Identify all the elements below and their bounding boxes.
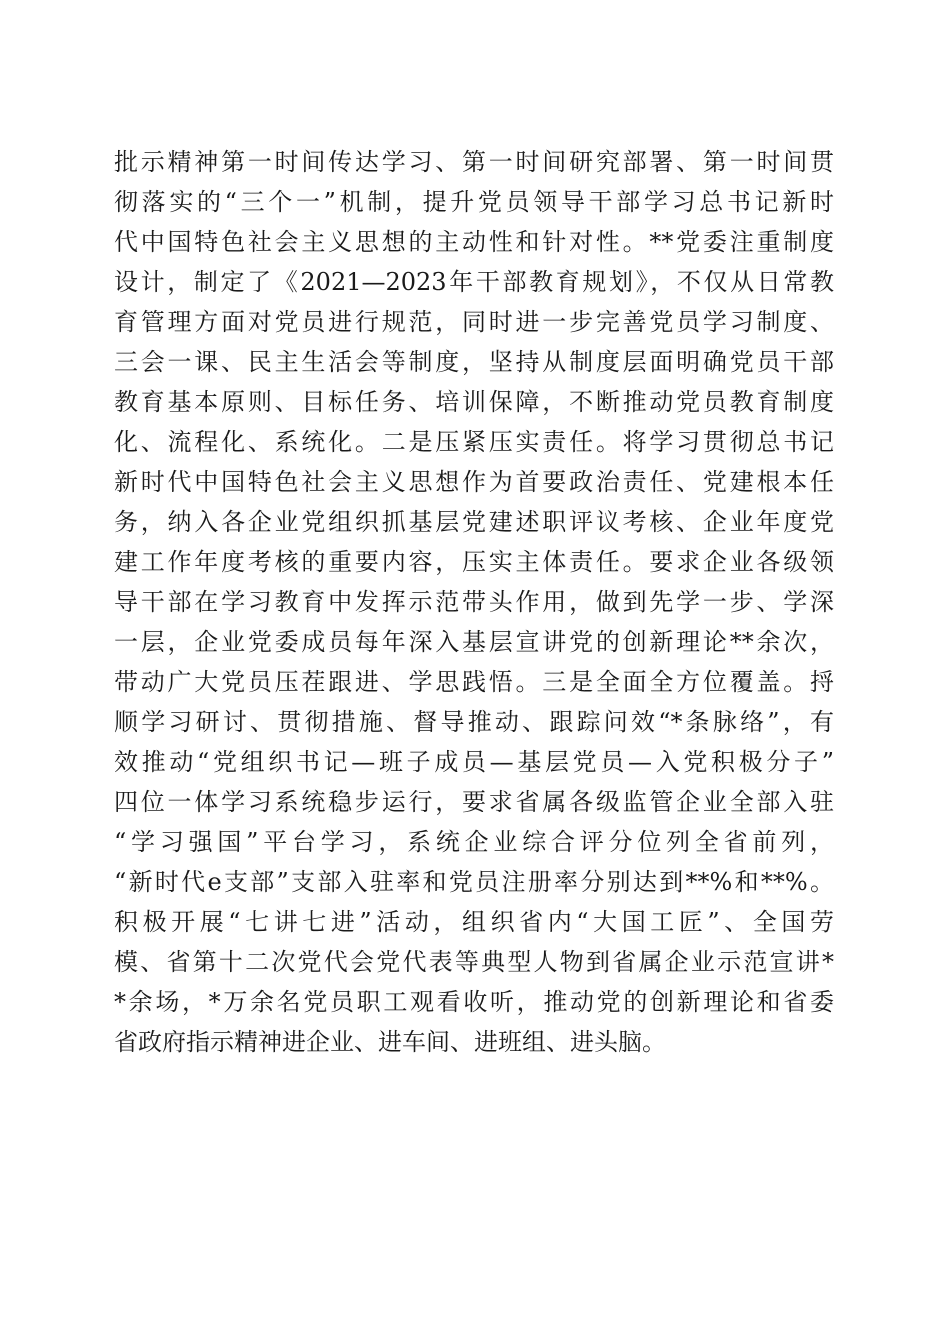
text-line: 四位一体学习系统稳步运行，要求省属各级监管企业全部入驻: [114, 788, 834, 816]
text-line: 效推动“党组织书记—班子成员—基层党员—入党积极分子”: [114, 748, 834, 776]
text-line-last: 省政府指示精神进企业、进车间、进班组、进头脑。: [114, 1028, 666, 1056]
body-text: [114, 142, 834, 1062]
text-line: 建工作年度考核的重要内容，压实主体责任。要求企业各级领: [114, 548, 834, 576]
text-line: 化、流程化、系统化。二是压紧压实责任。将学习贯彻总书记: [114, 428, 834, 456]
text-line: 教育基本原则、目标任务、培训保障，不断推动党员教育制度: [114, 388, 834, 416]
text-line: 务，纳入各企业党组织抓基层党建述职评议考核、企业年度党: [114, 508, 834, 536]
text-line: 一层，企业党委成员每年深入基层宣讲党的创新理论**余次，: [114, 628, 834, 656]
text-line: “新时代e支部”支部入驻率和党员注册率分别达到**%和**%。: [114, 868, 834, 896]
text-line: 彻落实的“三个一”机制，提升党员领导干部学习总书记新时: [114, 188, 834, 216]
text-line: 新时代中国特色社会主义思想作为首要政治责任、党建根本任: [114, 468, 834, 496]
text-line: “学习强国”平台学习，系统企业综合评分位列全省前列，: [114, 828, 834, 856]
text-line: 批示精神第一时间传达学习、第一时间研究部署、第一时间贯: [114, 148, 834, 176]
text-line: 代中国特色社会主义思想的主动性和针对性。**党委注重制度: [114, 228, 834, 256]
text-line: *余场，*万余名党员职工观看收听，推动党的创新理论和省委: [114, 988, 834, 1016]
text-line: 三会一课、民主生活会等制度，坚持从制度层面明确党员干部: [114, 348, 834, 376]
text-line: 带动广大党员压茬跟进、学思践悟。三是全面全方位覆盖。捋: [114, 668, 834, 696]
text-line: 模、省第十二次党代会党代表等典型人物到省属企业示范宣讲*: [114, 948, 834, 976]
text-line: 积极开展“七讲七进”活动，组织省内“大国工匠”、全国劳: [114, 908, 834, 936]
text-line: 育管理方面对党员进行规范，同时进一步完善党员学习制度、: [114, 308, 834, 336]
text-line: 导干部在学习教育中发挥示范带头作用，做到先学一步、学深: [114, 588, 834, 616]
text-line: 顺学习研讨、贯彻措施、督导推动、跟踪问效“*条脉络”，有: [114, 708, 834, 736]
text-line: 设计，制定了《2021—2023年干部教育规划》，不仅从日常教: [114, 268, 834, 296]
